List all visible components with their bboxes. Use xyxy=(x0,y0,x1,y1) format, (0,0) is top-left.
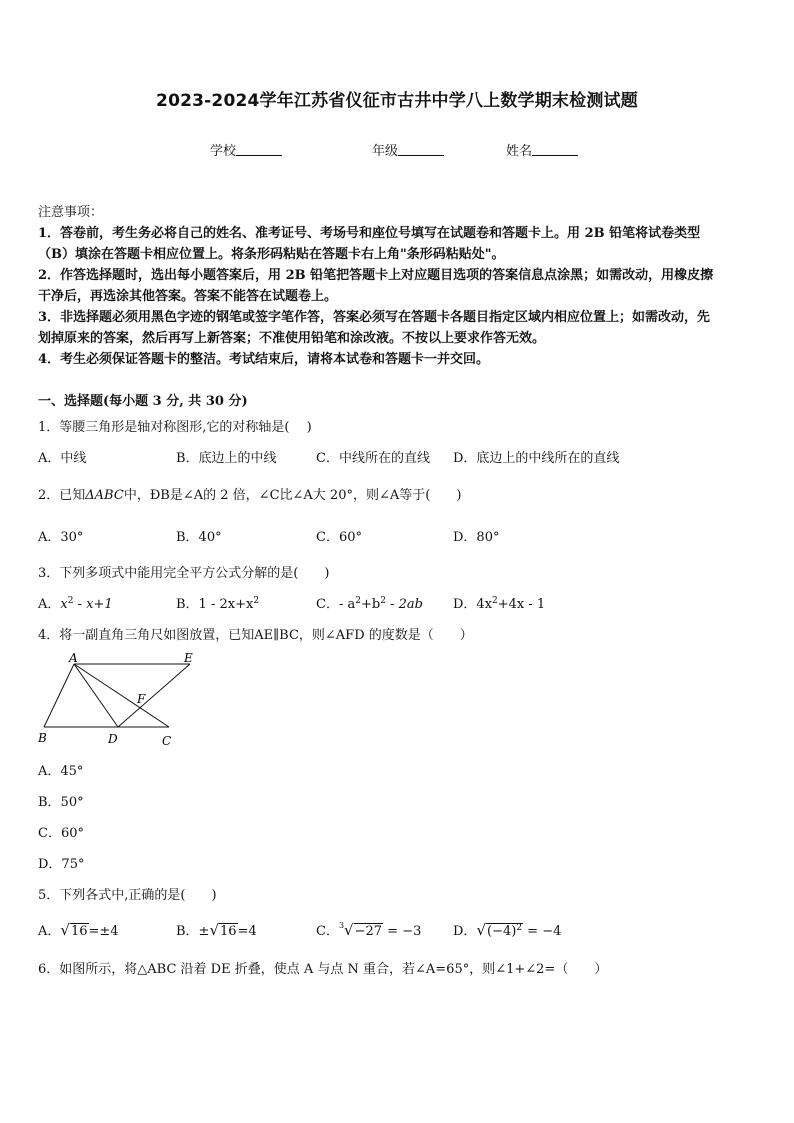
q5-option-a xyxy=(38,920,119,939)
q5-a-radicand: 16 xyxy=(70,924,88,939)
notes-line: 2．作答选择题时，选出每小题答案后，用 2B 铅笔把答题卡上对应题目选项的答案信息点涂黑；如需改动，用橡皮擦 xyxy=(38,268,714,283)
segment-ad xyxy=(74,664,118,727)
q5-d-exponent: 2 xyxy=(516,923,523,933)
label-c: C xyxy=(162,734,172,748)
q3-c-mid: +b xyxy=(360,597,381,612)
q4-option-b: B．50° xyxy=(38,795,84,810)
q4-option-c: C．60° xyxy=(38,826,84,841)
cbrt-sign-icon: √ xyxy=(344,921,354,939)
notes-heading: 注意事项： xyxy=(38,205,104,220)
school-blank xyxy=(236,143,282,156)
question-5-stem: 5．下列各式中,正确的是( ) xyxy=(38,888,217,903)
q5-b-radicand: 16 xyxy=(220,924,237,939)
label-f: F xyxy=(137,692,146,706)
q3-option-c xyxy=(316,593,423,612)
q5-option-b xyxy=(176,920,257,939)
q5-c-rest: = −3 xyxy=(383,924,422,939)
notes-line: 1．答卷前，考生务必将自己的姓名、准考证号、考场号和座位号填写在试题卷和答题卡上。用 2B 铅笔将试卷类型 xyxy=(38,226,701,241)
q5-option-c xyxy=(316,920,421,939)
question-6-stem: 6．如图所示，将△ABC 沿着 DE 折叠，使点 A 与点 N 重合，若∠A=65°，则∠1+∠2=（ ） xyxy=(38,962,608,977)
q3-c-rest: - 2ab xyxy=(385,597,423,612)
question-1-stem: 1．等腰三角形是轴对称图形,它的对称轴是( ) xyxy=(38,420,312,435)
sqrt-sign-icon: √ xyxy=(209,921,220,939)
notes-line: 干净后，再选涂其他答案。答案不能答在试题卷上。 xyxy=(38,289,338,304)
label-e: E xyxy=(184,651,193,665)
school-label: 学校 xyxy=(210,144,237,159)
q5-a-rest: =±4 xyxy=(88,924,119,939)
exam-title: 2023-2024学年江苏省仪征市古井中学八上数学期末检测试题 xyxy=(156,91,638,111)
q3-d-expr: D．4x xyxy=(453,597,493,612)
q5-c-radicand: −27 xyxy=(354,924,383,939)
notes-line: 划掉原来的答案，然后再写上新答案；不准使用铅笔和涂改液。不按以上要求作答无效。 xyxy=(38,331,546,346)
notes-line: 4．考生必须保证答题卡的整洁。考试结束后，请将本试卷和答题卡一并交回。 xyxy=(38,352,490,367)
name-field xyxy=(506,140,578,159)
q3-a-exponent: 2 xyxy=(67,596,74,606)
q3-a-rest: - x+1 xyxy=(73,597,113,612)
q3-b-exponent: 2 xyxy=(253,596,260,606)
q2-option-a: A．30° xyxy=(38,530,84,545)
q2-stem-c: 中，ÐB是∠A的 2 倍，∠C比∠A大 20°，则∠A等于( ) xyxy=(123,488,462,503)
grade-blank xyxy=(398,143,444,156)
label-d: D xyxy=(108,732,118,746)
school-field xyxy=(210,140,282,159)
q3-b-expr: B．1 - 2x+x xyxy=(176,597,254,612)
name-label: 姓名 xyxy=(506,144,533,159)
q5-option-d xyxy=(453,920,561,939)
label-b: B xyxy=(38,731,47,745)
q2-stem-a: 2．已知 xyxy=(38,488,86,503)
q3-d-exponent: 2 xyxy=(492,596,498,606)
q3-option-d xyxy=(453,593,545,612)
q5-a-prefix: A． xyxy=(38,924,61,939)
q3-d-rest: +4x - 1 xyxy=(497,597,546,612)
q3-c-expr: C．- a xyxy=(316,597,356,612)
question-3-stem: 3．下列多项式中能用完全平方公式分解的是( ) xyxy=(38,566,330,581)
q2-triangle: ΔABC xyxy=(85,488,124,503)
q3-c-exponent: 2 xyxy=(380,596,386,606)
question-4-stem: 4．将一副直角三角尺如图放置，已知AE∥BC，则∠AFD 的度数是（ ） xyxy=(38,628,473,643)
q1-option-c: C．中线所在的直线 xyxy=(316,451,430,466)
question-2-stem xyxy=(38,484,461,503)
q3-option-b xyxy=(176,593,259,612)
q4-option-a: A．45° xyxy=(38,764,84,779)
q4-triangle-figure xyxy=(34,650,204,750)
q2-option-b: B．40° xyxy=(176,530,222,545)
q2-option-c: C．60° xyxy=(316,530,362,545)
name-blank xyxy=(532,143,578,156)
q4-option-d: D．75° xyxy=(38,857,85,872)
grade-field xyxy=(372,140,444,159)
notes-block xyxy=(38,202,758,370)
q5-c-root-index: 3 xyxy=(338,921,345,930)
notes-line: 3．非选择题必须用黑色字迹的钢笔或签字笔作答，答案必须写在答题卡各题目指定区域内相应位置上；如需改动，先 xyxy=(38,310,711,325)
section-heading: 一、选择题(每小题 3 分, 共 30 分) xyxy=(38,394,248,409)
q3-a-var: x xyxy=(60,597,68,612)
notes-line: （B）填涂在答题卡相应位置上。将条形码粘贴在答题卡右上角"条形码粘贴处"。 xyxy=(38,247,505,262)
q1-option-d: D．底边上的中线所在的直线 xyxy=(453,451,620,466)
q5-d-radicand: (−4) xyxy=(487,924,517,939)
q1-option-a: A．中线 xyxy=(38,451,87,466)
segment-ab xyxy=(44,664,74,727)
q5-b-prefix: B．± xyxy=(176,924,210,939)
q5-c-prefix: C． xyxy=(316,924,339,939)
q5-d-rest: = −4 xyxy=(523,924,562,939)
q1-option-b: B．底边上的中线 xyxy=(176,451,277,466)
label-a: A xyxy=(69,651,78,665)
sqrt-sign-icon: √ xyxy=(60,921,70,939)
q5-b-rest: =4 xyxy=(237,924,257,939)
q2-option-d: D．80° xyxy=(453,530,500,545)
grade-label: 年级 xyxy=(372,144,399,159)
q5-d-prefix: D． xyxy=(453,924,477,939)
q3-a-prefix: A． xyxy=(38,597,61,612)
sqrt-sign-icon: √ xyxy=(476,921,486,939)
q3-option-a xyxy=(38,593,113,612)
q3-c-exponent: 2 xyxy=(355,596,361,606)
